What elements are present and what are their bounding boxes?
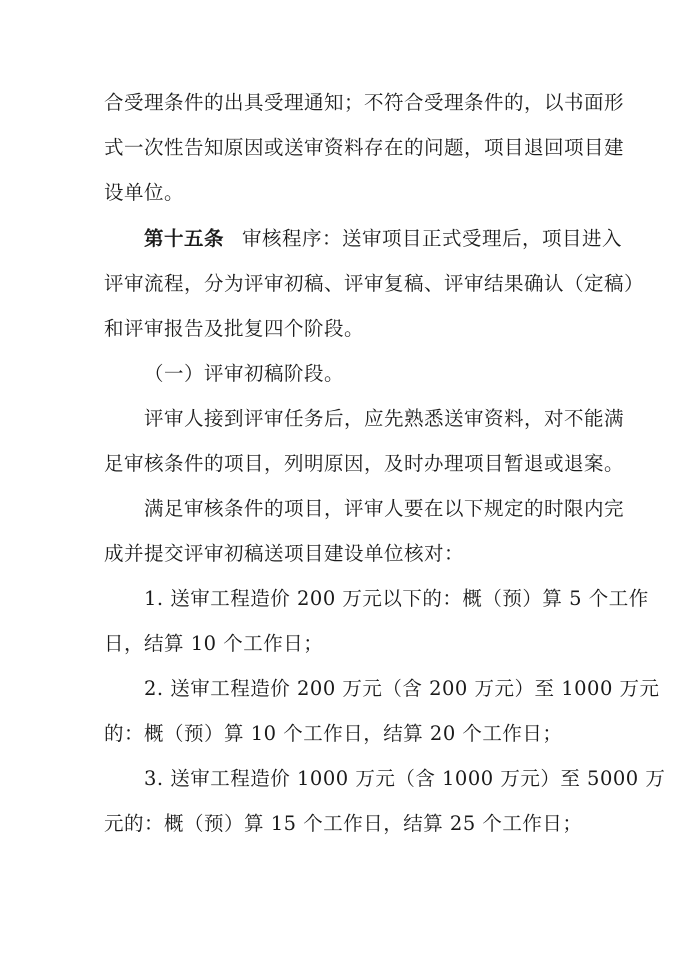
text-line: 合受理条件的出具受理通知；不符合受理条件的，以书面形 bbox=[104, 91, 625, 114]
text-line: 和评审报告及批复四个阶段。 bbox=[104, 317, 365, 340]
text-line: 满足审核条件的项目，评审人要在以下规定的时限内完 bbox=[144, 497, 625, 520]
list-item-3-cont: 元的：概（预）算 15 个工作日，结算 25 个工作日； bbox=[104, 812, 583, 835]
list-item-3: 3. 送审工程造价 1000 万元（含 1000 万元）至 5000 万 bbox=[144, 767, 666, 790]
list-item-1-cont: 日，结算 10 个工作日； bbox=[104, 632, 324, 655]
list-item-1: 1. 送审工程造价 200 万元以下的：概（预）算 5 个工作 bbox=[144, 587, 649, 610]
article-15-line bbox=[144, 226, 624, 252]
article-label: 第十五条 bbox=[144, 227, 225, 250]
text-line: 设单位。 bbox=[104, 181, 185, 204]
text-line: 评审流程，分为评审初稿、评审复稿、评审结果确认（定稿） bbox=[104, 272, 645, 295]
text-line: 成并提交评审初稿送项目建设单位核对： bbox=[104, 542, 465, 565]
text-line: 评审人接到评审任务后，应先熟悉送审资料，对不能满 bbox=[144, 407, 625, 430]
list-item-2: 2. 送审工程造价 200 万元（含 200 万元）至 1000 万元 bbox=[144, 677, 660, 700]
text-line: 足审核条件的项目，列明原因，及时办理项目暂退或退案。 bbox=[104, 452, 625, 475]
list-item-2-cont: 的：概（预）算 10 个工作日，结算 20 个工作日； bbox=[104, 722, 563, 745]
text-line: 式一次性告知原因或送审资料存在的问题，项目退回项目建 bbox=[104, 136, 625, 159]
section-heading-1: （一）评审初稿阶段。 bbox=[144, 362, 345, 385]
article-text: 审核程序：送审项目正式受理后，项目进入 bbox=[242, 227, 623, 250]
